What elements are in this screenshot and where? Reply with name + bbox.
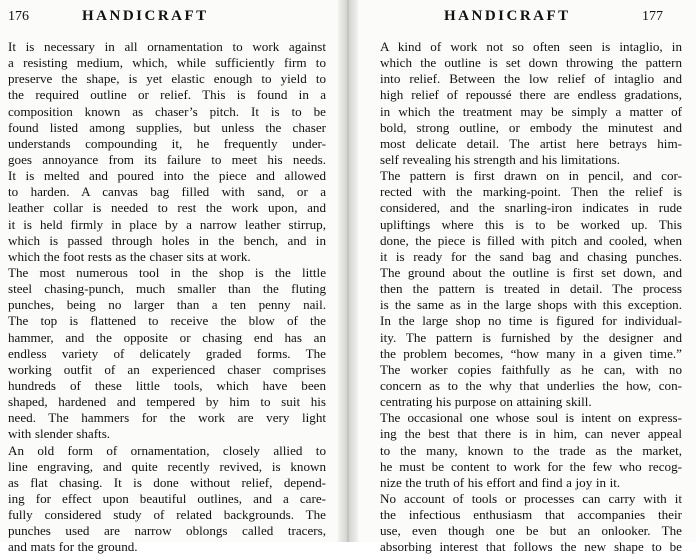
text-line: in which the treatment may be simply a matter of — [380, 103, 682, 119]
text-line: The ground about the outline is first set down, and — [380, 264, 682, 280]
right-page-body — [380, 39, 682, 556]
text-line: it is held firmly in place by a narrow leather stirrup, — [8, 216, 326, 232]
text-line: found listed among supplies, but unless the chaser — [8, 119, 326, 135]
left-running-head: HANDICRAFT — [82, 8, 209, 24]
text-line: nize the truth of his effort and find a joy in it. — [380, 474, 621, 490]
text-line: It is necessary in all ornamentation to work against — [8, 39, 326, 54]
text-line: which the outline is set down throwing the pattern — [380, 55, 682, 71]
text-line: done, the piece is filled with pitch and cooled, when — [380, 232, 682, 248]
text-line: it is ready for the sand bag and chasing punches. — [380, 248, 682, 264]
left-page-number: 176 — [8, 9, 29, 24]
text-line: ing for effect upon beautiful outlines, and a care- — [8, 490, 326, 506]
text-line: which is passed through holes in the bench, and in — [8, 232, 326, 248]
text-line: composition known as chaser’s pitch. It is to be — [8, 103, 326, 119]
text-line: The most numerous tool in the shop is the little — [8, 264, 326, 280]
text-line: shaped, hardened and tempered by him to suit his — [8, 394, 326, 410]
text-line: need. The hammers for the work are very light — [8, 410, 326, 426]
text-line: the required outline or relief. This is found in a — [8, 87, 326, 103]
text-line: the infectious enthusiasm that accompanies their — [380, 507, 682, 523]
text-line: into relief. Between the low relief of intaglio and — [380, 71, 682, 87]
left-page-body — [8, 39, 326, 556]
text-line: ity. The pattern is furnished by the designer and — [380, 329, 682, 345]
text-line: endless variety of delicately graded forms. The — [8, 345, 326, 361]
text-line: self revealing his strength and his limitations. — [380, 151, 620, 167]
text-line: most delicate detail. The artist here betrays him- — [380, 135, 682, 151]
text-line: is the same as in the large shops with this exception. — [380, 297, 682, 313]
right-page — [356, 0, 696, 555]
text-line: line engraving, and quite recently revived, is known — [8, 458, 326, 474]
text-line: bold, strong outline, or embody the minutest and — [380, 119, 682, 135]
text-line: The pattern is first drawn on in pencil, and cor- — [380, 168, 682, 184]
text-line: absorbing interest that follows the new shape to be — [380, 539, 682, 555]
text-line: hammer, and the opposite or chasing end has an — [8, 329, 326, 345]
text-line: fully considered study of related backgrounds. The — [8, 507, 326, 523]
text-line: and mats for the ground. — [8, 539, 138, 555]
right-page-number: 177 — [642, 9, 663, 24]
book-gutter — [338, 0, 358, 542]
text-line: he must be content to work for the few who recog- — [380, 458, 682, 474]
text-line: No account of tools or processes can carry with it — [380, 490, 682, 506]
text-line: with slender shafts. — [8, 426, 111, 442]
text-line: hundreds of these little tools, which have been — [8, 377, 326, 393]
text-line: goes annoyance from its failure to meet his needs. — [8, 151, 326, 167]
text-line: high relief of repoussé there are endless gradations, — [380, 87, 682, 103]
right-running-head: HANDICRAFT — [444, 8, 571, 24]
text-line: working outfit of an experienced chaser comprises — [8, 361, 326, 377]
text-line: then the pattern is treated in detail. The process — [380, 281, 682, 297]
text-line: the problem becomes, “how many in a given time.” — [380, 345, 682, 361]
text-line: In the large shop no time is figured for individual- — [380, 313, 682, 329]
text-line: The occasional one whose soul is intent on express- — [380, 410, 682, 426]
text-line: centrating his purpose on attaining skill. — [380, 394, 592, 410]
left-page — [0, 0, 340, 555]
text-line: as flat chasing. It is done without relief, depend- — [8, 474, 326, 490]
text-line: The worker copies faithfully as he can, with no — [380, 361, 682, 377]
text-line: rected with the marking-point. Then the relief is — [380, 184, 682, 200]
text-line: considered, and the snarling-iron indicates in rude — [380, 200, 682, 216]
text-line: The top is flattened to receive the blow of the — [8, 313, 326, 329]
text-line: preserve the shape, is yet elastic enough to yield to — [8, 71, 326, 87]
text-line: punches used are narrow oblongs called tracers, — [8, 523, 326, 539]
text-line: which the foot rests as the chaser sits at work. — [8, 248, 251, 264]
text-line: It is melted and poured into the piece and allowed — [8, 168, 326, 184]
text-line: use, even though one be but an onlooker. The — [380, 523, 682, 539]
text-line: understands compounding it, he frequently under- — [8, 135, 326, 151]
text-line: punches, being no larger than a ten penny nail. — [8, 297, 326, 313]
text-line: A kind of work not so often seen is intaglio, in — [380, 39, 682, 54]
text-line: to the many, known to the trade as the market, — [380, 442, 682, 458]
text-line: upliftings where this is to be worked up. This — [380, 216, 682, 232]
text-line: ing the best that there is in him, can never appeal — [380, 426, 682, 442]
text-line: An old form of ornamentation, closely allied to — [8, 442, 326, 458]
text-line: to harden. A canvas bag filled with sand, or a — [8, 184, 326, 200]
text-line: concern as to the why that underlies the how, con- — [380, 377, 682, 393]
text-line: leather collar is needed to rest the work upon, and — [8, 200, 326, 216]
text-line: steel chasing-punch, much smaller than the fluting — [8, 281, 326, 297]
text-line: a resisting medium, which, while sufficiently firm to — [8, 55, 326, 71]
